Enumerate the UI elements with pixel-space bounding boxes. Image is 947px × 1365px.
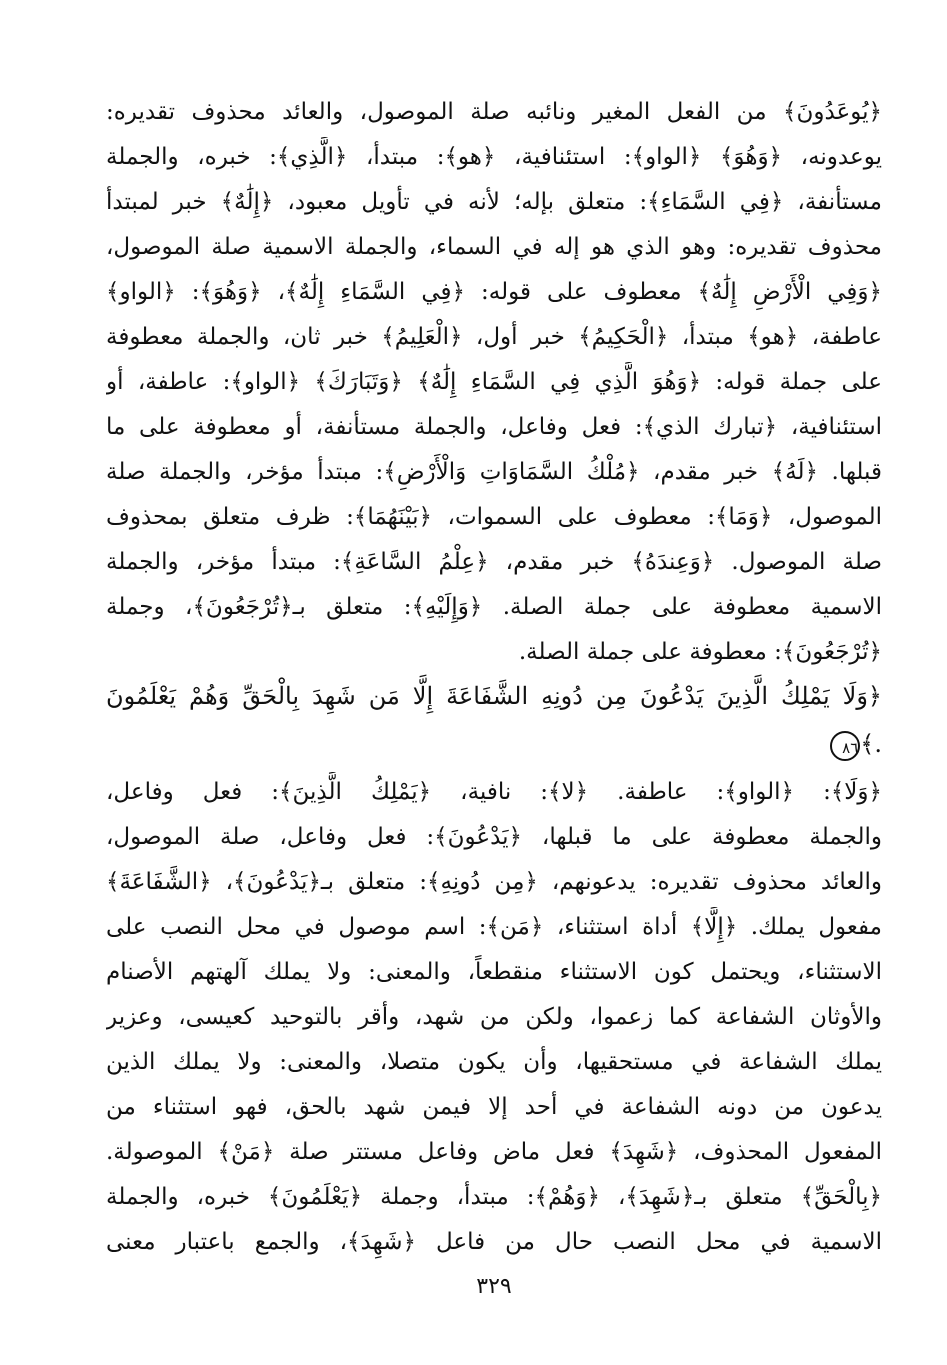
verse-line: ﴿وَلَا يَمْلِكُ الَّذِينَ يَدْعُونَ مِن دُونِهِ الشَّفَاعَةَ إِلَّا مَن شَهِدَ بِالْحَقِّ وَهُمْ يَعْلَمُونَ — [106, 682, 882, 710]
page-number: ٣٢٩ — [476, 1274, 512, 1299]
text-line: ﴿يُوعَدُونَ﴾ من الفعل المغير ونائبه صلة الموصول، والعائد محذوف تقديره: — [106, 99, 882, 125]
text-line: الاستثناء، ويحتمل كون الاستثناء منقطعاً، والمعنى: ولا يملك آلهتهم الأصنام — [106, 959, 882, 985]
text-line: مستأنفة، ﴿فِي السَّمَاءِ﴾: متعلق بإله؛ لأنه في تأويل معبود، ﴿إِلَٰهٌ﴾ خبر لمبتدأ — [106, 189, 882, 215]
text-line: والجملة معطوفة على ما قبلها، ﴿يَدْعُونَ﴾: فعل وفاعل، صلة الموصول، — [106, 824, 882, 850]
text-line: يدعون من دونه الشفاعة في أحد إلا فيمن شهد بالحق، فهو استثناء من — [106, 1094, 882, 1120]
text-line: يملك الشفاعة في مستحقيها، وأن يكون متصلا، والمعنى: ولا يملك الذين — [106, 1049, 882, 1075]
text-line: الاسمية في محل النصب حال من فاعل ﴿شَهِدَ﴾، والجمع باعتبار معنى — [106, 1229, 882, 1255]
page-content — [106, 92, 882, 1342]
verse-line-end — [106, 722, 882, 766]
text-line: قبلها. ﴿لَهُ﴾ خبر مقدم، ﴿مُلْكُ السَّمَاوَاتِ وَالْأَرْضِ﴾: مبتدأ مؤخر، والجملة صلة — [106, 459, 882, 485]
text-line: الاسمية معطوفة على جملة الصلة. ﴿وَإِلَيْهِ﴾: متعلق بـ﴿تُرْجَعُونَ﴾، وجملة — [106, 594, 882, 620]
text-line: ﴿وَلَا﴾: ﴿الواو﴾: عاطفة. ﴿لا﴾: نافية، ﴿يَمْلِكُ الَّذِينَ﴾: فعل وفاعل، — [106, 779, 882, 805]
text-line: والعائد محذوف تقديره: يدعونهم، ﴿مِن دُونِهِ﴾: متعلق بـ﴿يَدْعُونَ﴾، ﴿الشَّفَاعَةَ﴾ — [106, 869, 882, 895]
text-line: صلة الموصول. ﴿وَعِندَهُ﴾ خبر مقدم، ﴿عِلْمُ السَّاعَةِ﴾: مبتدأ مؤخر، والجملة — [106, 549, 882, 575]
text-line: محذوف تقديره: وهو الذي هو إله في السماء، والجملة الاسمية صلة الموصول، — [106, 234, 882, 260]
text-line: استئنافية، ﴿تبارك الذي﴾: فعل وفاعل، والجملة مستأنفة، أو معطوفة على ما — [106, 414, 882, 440]
text-line: ﴿بِالْحَقِّ﴾ متعلق بـ﴿شَهِدَ﴾، ﴿وَهُمْ﴾: مبتدأ، وجملة ﴿يَعْلَمُونَ﴾ خبره، والجملة — [106, 1184, 882, 1210]
text-line: مفعول يملك. ﴿إِلَّا﴾ أداة استثناء، ﴿مَن﴾: اسم موصول في محل النصب على — [106, 914, 882, 940]
text-line: عاطفة، ﴿هو﴾ مبتدأ، ﴿الْحَكِيمُ﴾ خبر أول، ﴿الْعَلِيمُ﴾ خبر ثان، والجملة معطوفة — [106, 324, 882, 350]
text-line: ﴿وَفِي الْأَرْضِ إِلَٰهٌ﴾ معطوف على قوله: ﴿فِي السَّمَاءِ إِلَٰهٌ﴾، ﴿وَهُوَ﴾: ﴿الواو﴾ — [106, 279, 882, 305]
text-line: الموصول، ﴿وَمَا﴾: معطوف على السموات، ﴿بَيْنَهُمَا﴾: ظرف متعلق بمحذوف — [106, 504, 882, 530]
verse-closing: ﴾. — [860, 730, 882, 758]
text-line: ﴿تُرْجَعُونَ﴾: معطوفة على جملة الصلة. — [518, 639, 882, 665]
text-line: على جملة قوله: ﴿وَهُوَ الَّذِي فِي السَّمَاءِ إِلَٰهٌ﴾ ﴿وَتَبَارَكَ﴾ ﴿الواو﴾: عاطفة، أو — [106, 369, 882, 395]
text-line: المفعول المحذوف، ﴿شَهِدَ﴾ فعل ماض وفاعل مستتر صلة ﴿مَنْ﴾ الموصولة. — [106, 1139, 882, 1165]
verse-number-icon: ٨٦ — [830, 731, 860, 761]
text-line: يوعدونه، ﴿وَهُوَ﴾ ﴿الواو﴾: استئنافية، ﴿هو﴾: مبتدأ، ﴿الَّذِي﴾: خبره، والجملة — [106, 144, 882, 170]
text-line: والأوثان الشفاعة كما زعموا، ولكن من شهد، وأقر بالتوحيد كعيسى، وعزير — [106, 1004, 882, 1030]
